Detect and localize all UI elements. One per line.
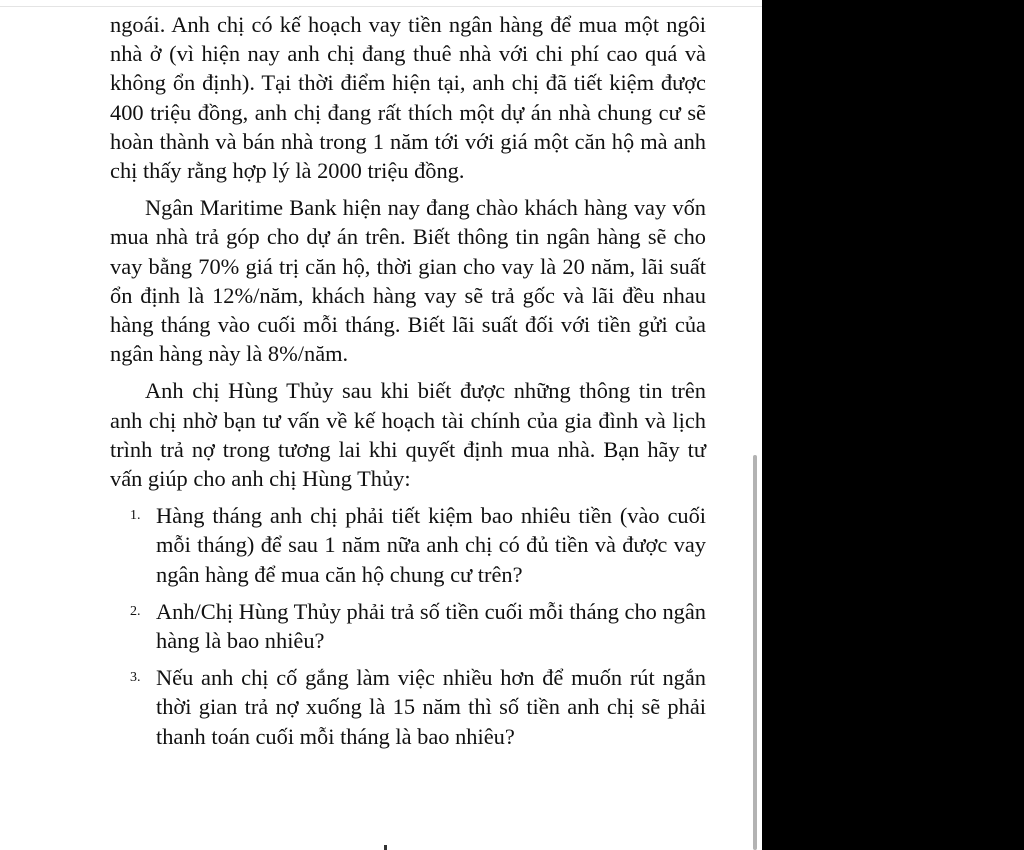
- paragraph-2: Ngân Maritime Bank hiện nay đang chào khách hàng vay vốn mua nhà trả góp cho dự án trên. Biết thông tin ngân hàng sẽ cho vay bằng 70% giá trị căn hộ, thời gian cho vay là 20 năm, lãi suất ổn định là 12%/năm, khách hàng vay sẽ trả gốc và lãi đều nhau hàng tháng vào cuối mỗi tháng. Biết lãi suất đối với tiền gửi của ngân hàng này là 8%/năm.: [110, 195, 706, 367]
- paragraph-3: Anh chị Hùng Thủy sau khi biết được những thông tin trên anh chị nhờ bạn tư vấn về kế hoạch tài chính của gia đình và lịch trình trả nợ trong tương lai khi quyết định mua nhà. Bạn hãy tư vấn giúp cho anh chị Hùng Thủy:: [110, 378, 706, 492]
- question-text: Nếu anh chị cố gắng làm việc nhiều hơn để muốn rút ngắn thời gian trả nợ xuống là 15 năm thì số tiền anh chị sẽ phải thanh toán cuối mỗi tháng là bao nhiêu?: [156, 665, 706, 749]
- page-top-edge: [0, 0, 762, 7]
- question-item-3: [110, 663, 706, 751]
- question-text: Anh/Chị Hùng Thủy phải trả số tiền cuối mỗi tháng cho ngân hàng là bao nhiêu?: [156, 598, 706, 654]
- question-list: [110, 501, 706, 751]
- question-text: Hàng tháng anh chị phải tiết kiệm bao nhiêu tiền (vào cuối mỗi tháng) để sau 1 năm nữa anh chị có đủ tiền và được vay ngân hàng để mua căn hộ chung cư trên?: [156, 503, 706, 587]
- question-number: 1.: [130, 508, 141, 524]
- document-body: [110, 10, 706, 759]
- question-number: 3.: [130, 670, 141, 686]
- scrollbar-thumb[interactable]: [753, 455, 757, 850]
- question-item-2: [110, 597, 706, 655]
- paragraph-1: ngoái. Anh chị có kế hoạch vay tiền ngân hàng để mua một ngôi nhà ở (vì hiện nay anh chị đang thuê nhà với chi phí cao quá và không ổn định). Tại thời điểm hiện tại, anh chị đã tiết kiệm được 400 triệu đồng, anh chị đang rất thích một dự án nhà chung cư sẽ hoàn thành và bán nhà trong 1 năm tới với giá một căn hộ mà anh chị thấy rằng hợp lý là 2000 triệu đồng.: [110, 12, 706, 184]
- text-fragment-cutoff: [384, 845, 387, 850]
- question-number: 2.: [130, 603, 141, 619]
- question-item-1: [110, 501, 706, 589]
